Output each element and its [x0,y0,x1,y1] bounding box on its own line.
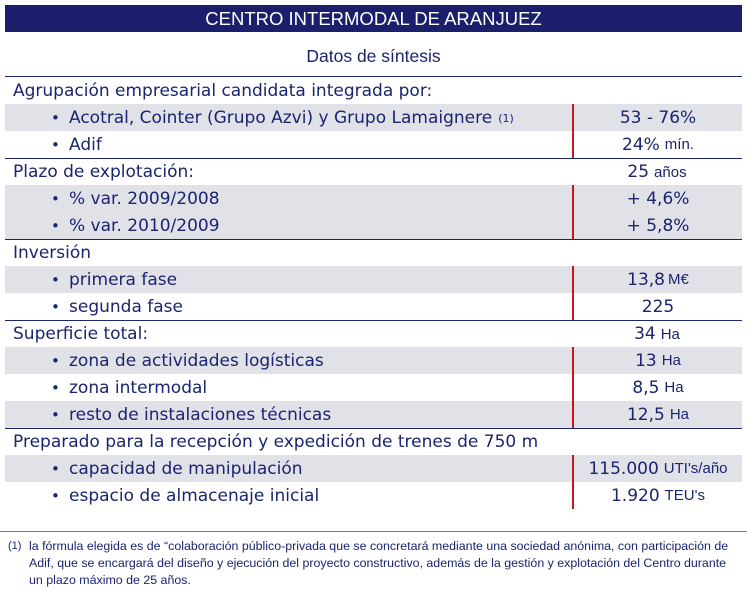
row-unit: Ha [661,352,681,369]
section-heading-value [572,321,742,347]
row-value: 53 - 76% [619,107,697,128]
section-heading-plazo [5,158,742,185]
row-value: 13 [635,350,657,371]
row-value: 24% [622,134,660,155]
row-unit: UTI's/año [663,460,728,477]
bullet-icon: • [51,108,60,127]
heading-value: 34 [634,324,656,344]
row-value: 12,5 [626,404,665,425]
table-row [5,266,742,293]
page-title: CENTRO INTERMODAL DE ARANJUEZ [5,5,742,32]
section-heading-inversion [5,239,742,266]
bullet-icon: • [51,189,60,208]
row-unit: TEU's [664,487,706,504]
table-row [5,482,742,509]
row-label: zona de actividades logísticas [69,350,324,371]
row-value: 13,8 [627,269,665,290]
footnote [0,531,747,602]
heading-unit: Ha [660,325,680,343]
section-heading-value [572,77,742,104]
row-value-cell [572,482,742,509]
synthesis-table [5,76,742,509]
row-unit: mín. [664,136,694,153]
row-label-cell [5,347,572,374]
table-row [5,347,742,374]
row-label-cell [5,131,572,158]
bullet-icon: • [51,135,60,154]
row-label: % var. 2010/2009 [69,215,220,236]
table-row [5,401,742,428]
row-value-cell [572,347,742,374]
table-row [5,212,742,239]
row-label-cell [5,482,572,509]
table-row [5,185,742,212]
row-label-cell [5,401,572,428]
row-label-cell [5,185,572,212]
bullet-icon: • [51,297,60,316]
row-unit: Ha [669,406,690,423]
row-value: 8,5 [632,377,660,398]
section-heading-superficie [5,320,742,347]
footnote-text: la fórmula elegida es de “colaboración público-privada que se concretará mediante una sociedad anónima, con participación de Adif, que se encargará del diseño y ejecución del proyecto constructivo, además de la gestión y explotación del Centro durante un plazo máximo de 25 años. [29,539,729,587]
bullet-icon: • [51,216,60,235]
heading-unit: años [654,163,687,181]
section-heading-label: Superficie total: [13,324,149,344]
row-value-cell [572,212,742,239]
row-value: + 5,8% [626,215,690,236]
bullet-icon: • [51,459,60,478]
page-subtitle: Datos de síntesis [306,45,441,66]
section-heading-value [572,240,742,266]
footnote-reference: (1) [498,112,514,125]
section-heading-label: Agrupación empresarial candidata integrada por: [13,80,433,101]
row-value-cell [572,266,742,293]
row-value-cell [572,104,742,131]
heading-value: 25 [627,162,650,182]
section-heading-agrupacion [5,77,742,104]
row-value-cell [572,131,742,158]
table-row [5,131,742,158]
section-heading-label: Preparado para la recepción y expedición de trenes de 750 m [13,432,539,452]
row-label: % var. 2009/2008 [69,188,220,209]
bullet-icon: • [51,270,60,289]
row-value: 225 [641,296,675,317]
row-label: Adif [69,134,102,155]
section-heading-label: Plazo de explotación: [13,162,194,182]
row-label-cell [5,266,572,293]
row-label-cell [5,374,572,401]
row-unit: M€ [668,271,689,288]
row-label: primera fase [69,269,178,290]
table-row [5,455,742,482]
row-label: zona intermodal [69,377,208,398]
section-heading-value [572,159,742,185]
row-label-cell [5,104,572,131]
row-label: Acotral, Cointer (Grupo Azvi) y Grupo Lamaignere [69,107,493,128]
row-label-cell [5,212,572,239]
row-value: + 4,6% [626,188,690,209]
bullet-icon: • [51,378,60,397]
row-value-cell [572,293,742,320]
table-row [5,293,742,320]
row-value-cell [572,401,742,428]
bullet-icon: • [51,405,60,424]
row-label-cell [5,455,572,482]
row-value: 1.920 [610,485,660,506]
section-heading-value [572,429,742,455]
row-label-cell [5,293,572,320]
bullet-icon: • [51,486,60,505]
section-heading-label: Inversión [13,243,92,263]
row-unit: Ha [664,379,684,396]
row-value: 115.000 [588,458,659,479]
row-label: resto de instalaciones técnicas [69,404,332,425]
row-value-cell [572,185,742,212]
row-label: segunda fase [69,296,183,317]
table-row [5,104,742,131]
footnote-marker: (1) [8,540,22,552]
table-row [5,374,742,401]
row-label: espacio de almacenaje inicial [69,485,320,506]
bullet-icon: • [51,351,60,370]
row-value-cell [572,374,742,401]
row-label: capacidad de manipulación [69,458,303,479]
row-value-cell [572,455,742,482]
section-heading-trenes [5,428,742,455]
